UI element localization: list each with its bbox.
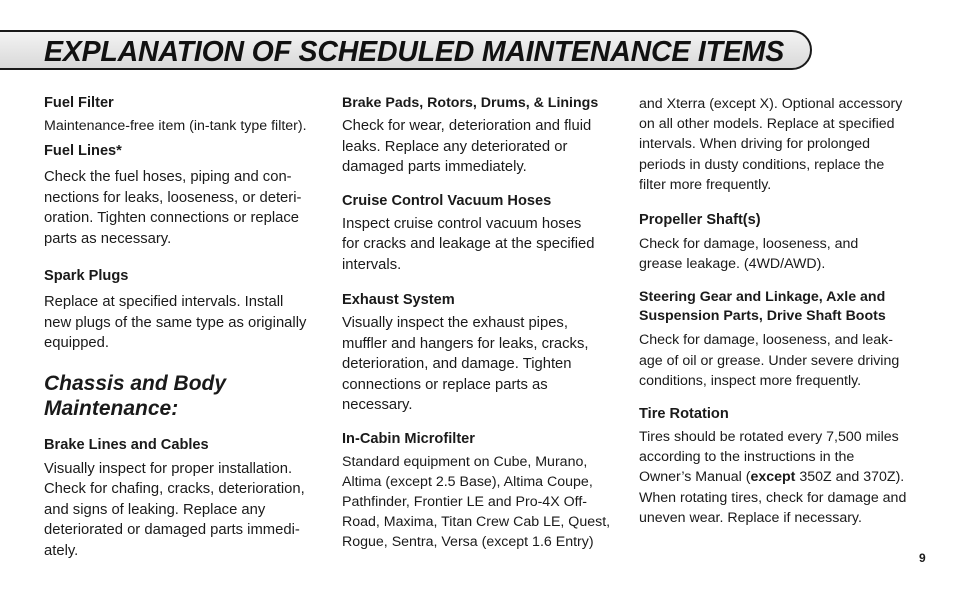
text-tire-rotation [639, 427, 929, 528]
text-line: When rotating tires, check for damage and [639, 489, 907, 506]
text-line: equipped. [44, 335, 110, 352]
page-number: 9 [919, 551, 926, 565]
text-line: Check the fuel hoses, piping and con- [44, 169, 292, 186]
text-line: Check for damage, looseness, and [639, 236, 859, 253]
section-line: Chassis and Body [44, 371, 227, 395]
text-emphasis: except [750, 469, 796, 486]
text-line: filter more frequently. [639, 176, 772, 193]
text-line: connections or replace parts as [342, 376, 548, 393]
text-line: for cracks and leakage at the specified [342, 236, 595, 252]
text-line: on all other models. Replace at specified [639, 116, 895, 133]
heading-cruise-control: Cruise Control Vacuum Hoses [342, 192, 552, 209]
text-line: periods in dusty conditions, replace the [639, 156, 885, 173]
section-line: Maintenance: [44, 397, 179, 421]
text-line: oration. Tighten connections or replace [44, 210, 299, 227]
text-line: deterioration, and damage. Tighten [342, 356, 572, 372]
text-cabin-filter-continued [639, 94, 929, 195]
text-line: nections for leaks, looseness, or deteri- [44, 189, 302, 206]
text-line: Road, Maxima, Titan Crew Cab LE, Quest, [342, 514, 611, 531]
heading-cabin-filter: In-Cabin Microfilter [342, 430, 475, 447]
text-line: Check for chafing, cracks, deterioration, [44, 481, 305, 498]
text-line: intervals. [342, 256, 402, 273]
text-cruise-control [342, 214, 628, 276]
text-line: Inspect cruise control vacuum hoses [342, 215, 582, 232]
text-line: Rogue, Sentra, Versa (except 1.6 Entry) [342, 534, 594, 551]
heading-fuel-filter: Fuel Filter [44, 95, 114, 111]
text-fuel-filter: Maintenance-free item (in-tank type filter). [44, 118, 307, 134]
column-2 [342, 94, 628, 564]
text-brake-pads [342, 116, 628, 178]
heading-tire-rotation: Tire Rotation [639, 406, 729, 423]
text-fuel-lines [44, 167, 330, 249]
text-line: conditions, inspect more frequently. [639, 372, 862, 389]
text-fragment: Owner’s Manual ( [639, 469, 751, 486]
text-line: grease leakage. (4WD/AWD). [639, 256, 826, 273]
text-line: and signs of leaking. Replace any [44, 501, 266, 518]
text-line: Visually inspect for proper installation. [44, 460, 293, 477]
text-line: deteriorated or damaged parts immedi- [44, 522, 300, 539]
heading-spark-plugs: Spark Plugs [44, 268, 129, 285]
text-brake-lines [44, 459, 330, 562]
text-line: new plugs of the same type as originally [44, 314, 307, 331]
text-line: Tires should be rotated every 7,500 miles [639, 429, 899, 446]
text-line: damaged parts immediately. [342, 159, 527, 175]
heading-brake-lines: Brake Lines and Cables [44, 436, 209, 453]
text-line: uneven wear. Replace if necessary. [639, 509, 862, 526]
text-line: Check for wear, deterioration and fluid [342, 118, 592, 134]
text-line: parts as necessary. [44, 230, 172, 247]
text-line: Pathfinder, Frontier LE and Pro-4X Off- [342, 493, 587, 510]
heading-exhaust: Exhaust System [342, 292, 455, 308]
heading-fuel-lines: Fuel Lines* [44, 143, 122, 160]
heading-propeller-shaft: Propeller Shaft(s) [639, 212, 761, 229]
text-line: Check for damage, looseness, and leak- [639, 332, 893, 349]
text-line: leaks. Replace any deteriorated or [342, 138, 568, 155]
text-line: Altima (except 2.5 Base), Altima Coupe, [342, 473, 593, 490]
text-line [639, 467, 929, 487]
text-propeller-shaft [639, 234, 929, 274]
heading-steering-gear [639, 288, 929, 326]
section-heading-chassis [44, 371, 330, 422]
text-line: Replace at specified intervals. Install [44, 294, 284, 311]
text-steering-gear [639, 330, 929, 391]
text-line: necessary. [342, 397, 413, 413]
heading-line: Suspension Parts, Drive Shaft Boots [639, 308, 886, 325]
text-line: Standard equipment on Cube, Murano, [342, 453, 588, 470]
text-line: intervals. When driving for prolonged [639, 136, 871, 153]
text-line: Visually inspect the exhaust pipes, [342, 315, 568, 331]
column-3 [639, 94, 929, 539]
text-line: and Xterra (except X). Optional accessory [639, 96, 903, 112]
text-line: according to the instructions in the [639, 449, 855, 466]
column-1 [44, 94, 330, 572]
text-spark-plugs [44, 292, 330, 354]
text-cabin-filter [342, 452, 628, 553]
text-fragment: 350Z and 370Z). [795, 469, 905, 486]
page-title: EXPLANATION OF SCHEDULED MAINTENANCE ITEMS [44, 36, 785, 68]
text-line: muffler and hangers for leaks, cracks, [342, 335, 589, 352]
heading-brake-pads: Brake Pads, Rotors, Drums, & Linings [342, 95, 599, 111]
heading-line: Steering Gear and Linkage, Axle and [639, 289, 886, 306]
text-exhaust [342, 313, 628, 416]
text-line: age of oil or grease. Under severe driving [639, 352, 900, 369]
text-line: ately. [44, 542, 79, 559]
